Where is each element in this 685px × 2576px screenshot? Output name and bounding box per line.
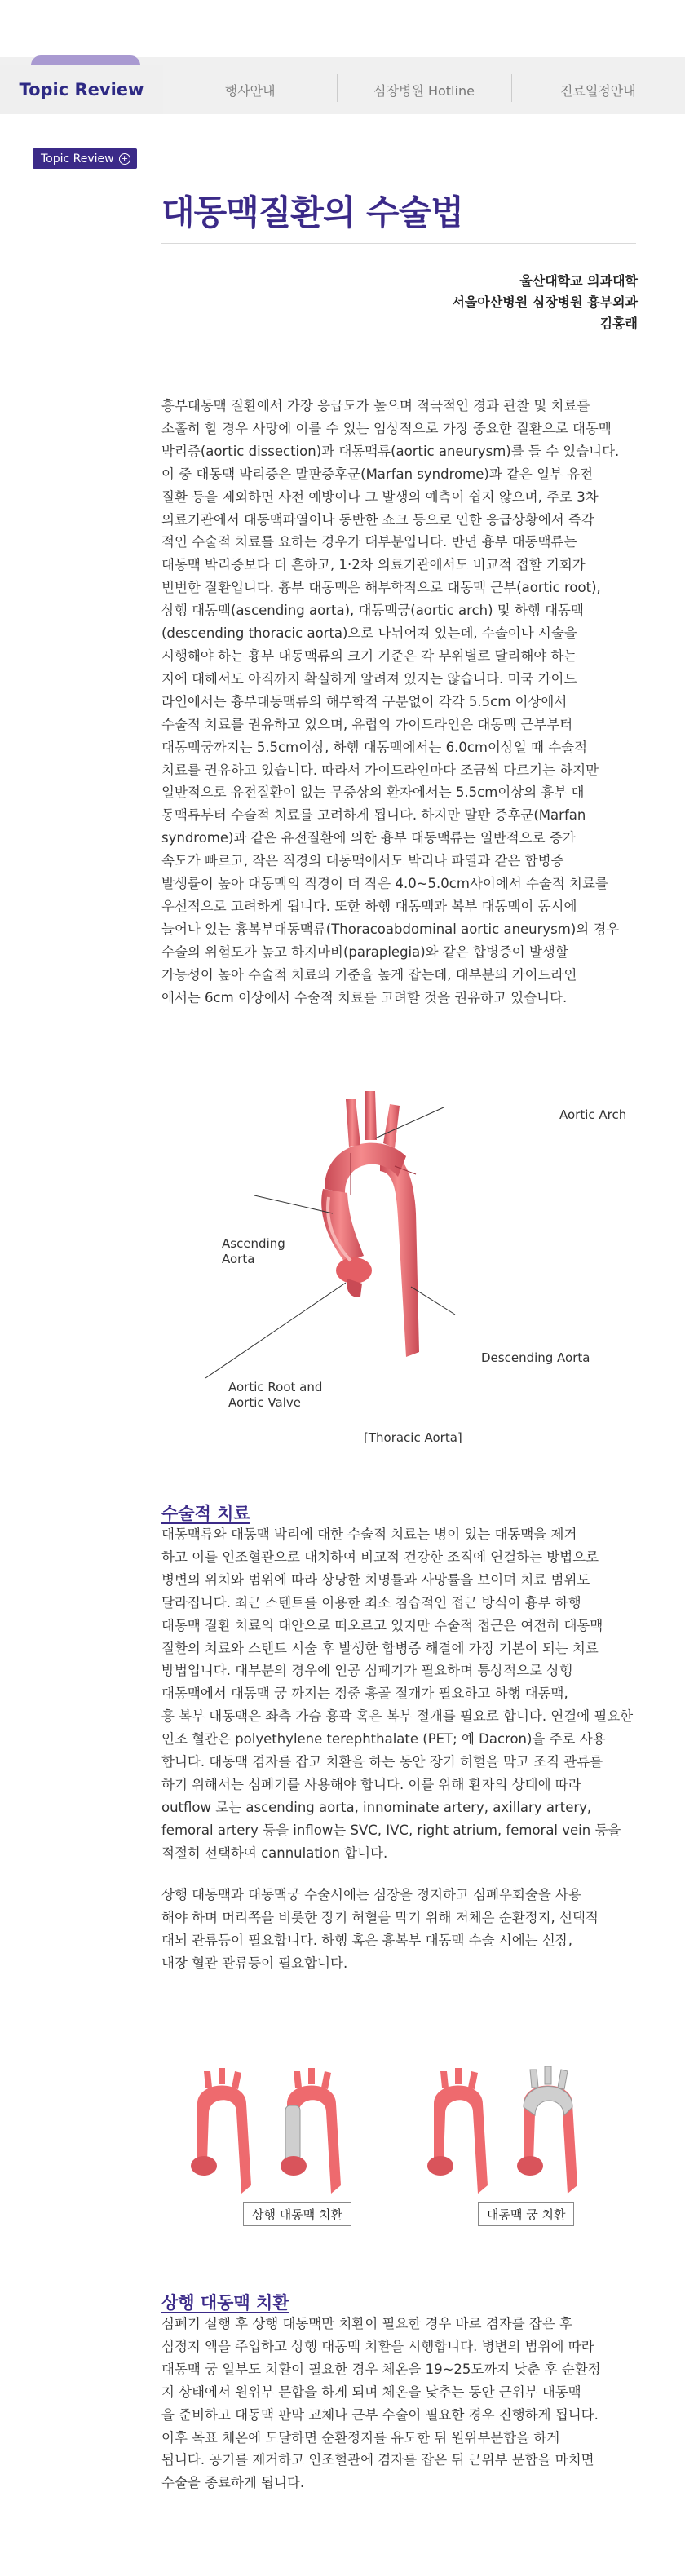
text-line: 에서는 6cm 이상에서 수술적 치료를 고려할 것을 권유하고 있습니다. (161, 989, 568, 1005)
text-line: 됩니다. 공기를 제거하고 인조혈관에 겸자를 잡은 뒤 근위부 문합을 마치면 (161, 2452, 594, 2468)
article-title: 대동맥질환의 수술법 (161, 192, 463, 232)
text-line: 시행해야 하는 흉부 대동맥류의 크기 기준은 각 부위별로 달리해야 하는 (161, 647, 577, 664)
text-line: 대뇌 관류등이 필요합니다. 하행 혹은 흉복부 대동맥 수술 시에는 신장, (161, 1932, 572, 1948)
text-line: 방법입니다. 대부분의 경우에 인공 심폐기가 필요하며 통상적으로 상행 (161, 1663, 573, 1679)
label-aortic-arch: Aortic Arch (559, 1107, 627, 1122)
text-line: 병변의 위치와 범위에 따라 상당한 치명률과 사망률을 보이며 치료 범위도 (161, 1571, 590, 1588)
text-line: syndrome)과 같은 유전질환에 의한 흉부 대동맥류는 일반적으로 증가 (161, 830, 576, 846)
text-line: 상행 대동맥과 대동맥궁 수술시에는 심장을 정지하고 심폐우회술을 사용 (161, 1887, 581, 1902)
text-line: 수술적 치료를 권유하고 있으며, 유럽의 가이드라인은 대동맥 근부부터 (161, 716, 573, 732)
intro-paragraph (161, 395, 639, 1009)
tab-topic-review[interactable] (0, 65, 163, 114)
thoracic-aorta-figure (161, 1075, 639, 1450)
author-block (452, 271, 638, 334)
surgery-paragraph-1 (161, 1523, 639, 1865)
text-line: 수술을 종료하게 됩니다. (161, 2475, 305, 2491)
label-arch-replacement: 대동맥 궁 치환 (478, 2202, 574, 2226)
text-line: 대동맥 박리증보다 더 흔하고, 1·2차 의료기관에서도 비교적 접할 기회가 (161, 557, 586, 573)
text-line: 흉부대동맥 질환에서 가장 응급도가 높으며 적극적인 경과 관찰 및 치료를 (161, 398, 590, 413)
plus-circle-icon: + (119, 153, 130, 165)
text-line: 심폐기 실행 후 상행 대동맥만 치환이 필요한 경우 바로 겸자를 잡은 후 (161, 2316, 572, 2331)
text-line: 속도가 빠르고, 작은 직경의 대동맥에서도 박리나 파열과 같은 합병증 (161, 853, 564, 869)
text-line: 우선적으로 고려하게 됩니다. 또한 하행 대동맥과 복부 대동맥이 동시에 (161, 898, 577, 914)
text-line: 대동맥에서 대동맥 궁 까지는 정중 흉골 절개가 필요하고 하행 대동맥, (161, 1686, 568, 1702)
label-descending-aorta: Descending Aorta (481, 1350, 590, 1365)
text-line: outflow 로는 ascending aorta, innominate artery, axillary artery, (161, 1799, 592, 1815)
author-department: 서울아산병원 심장병원 흉부외과 (452, 294, 638, 310)
label-ascending-line1: Ascending (222, 1236, 285, 1251)
text-line: 심정지 액을 주입하고 상행 대동맥 치환을 시행합니다. 병변의 범위에 따라 (161, 2338, 594, 2354)
text-line: 소홀히 할 경우 사망에 이를 수 있는 임상적으로 가장 중요한 질환으로 대동맥 (161, 420, 612, 436)
title-divider (161, 243, 636, 244)
text-line: 이 중 대동맥 박리증은 말판증후군(Marfan syndrome)과 같은 일부 유전 (161, 466, 594, 482)
replacement-figure (161, 2063, 639, 2242)
text-line: 수술의 위험도가 높고 하지마비(paraplegia)와 같은 합병증이 발생할 (161, 943, 568, 960)
text-line: 상행 대동맥(ascending aorta), 대동맥궁(aortic arch) 및 하행 대동맥 (161, 603, 584, 619)
text-line: 질환의 치료와 스텐트 시술 후 발생한 합병증 해결에 가장 기본이 되는 치료 (161, 1640, 599, 1656)
text-line: 지에 대해서도 아직까지 확실하게 알려져 있지는 않습니다. 미국 가이드 (161, 670, 577, 687)
author-affiliation: 울산대학교 의과대학 (519, 273, 638, 289)
label-ascending-replacement: 상행 대동맥 치환 (243, 2202, 351, 2226)
text-line: 적절히 선택하여 cannulation 합니다. (161, 1845, 388, 1861)
text-line: 발생률이 높아 대동맥의 직경이 더 작은 4.0~5.0cm사이에서 수술적 치료를 (161, 876, 608, 892)
text-line: 질환 등을 제외하면 사전 예방이나 그 발생의 예측이 쉽지 않으며, 주로 3차 (161, 488, 599, 505)
label-aortic-root (228, 1380, 322, 1411)
ascending-paragraph (161, 2313, 639, 2494)
label-root-line1: Aortic Root and (228, 1380, 323, 1394)
section-title-surgery: 수술적 치료 (161, 1504, 250, 1523)
badge-label: Topic Review (41, 152, 114, 166)
topic-review-badge[interactable] (33, 148, 137, 169)
nav-item-hotline[interactable]: 심장병원 Hotline (337, 81, 510, 99)
text-line: 하고 이를 인조혈관으로 대치하여 비교적 건강한 조직에 연결하는 방법으로 (161, 1549, 599, 1565)
nav-item-schedule[interactable]: 진료일정안내 (511, 81, 685, 99)
text-line: 박리증(aortic dissection)과 대동맥류(aortic aneurysm)를 들 수 있습니다. (161, 443, 620, 459)
text-line: 의료기관에서 대동맥파열이나 동반한 쇼크 등으로 인한 응급상황에서 즉각 (161, 511, 594, 528)
active-tab-indicator (31, 55, 140, 65)
text-line: 치료를 권유하고 있습니다. 따라서 가이드라인마다 조금씩 다르기는 하지만 (161, 762, 599, 778)
text-line: (descending thoracic aorta)으로 나뉘어져 있는데, 수술이나 시술을 (161, 625, 577, 642)
label-root-line2: Aortic Valve (228, 1395, 301, 1410)
label-ascending-line2: Aorta (222, 1252, 255, 1266)
surgery-paragraph-2 (161, 1884, 639, 1975)
text-line: 합니다. 대동맥 겸자를 잡고 치환을 하는 동안 장기 허혈을 막고 조직 관류를 (161, 1754, 603, 1770)
text-line: 지 상태에서 원위부 문합을 하게 되며 체온을 낮추는 동안 근위부 대동맥 (161, 2384, 581, 2400)
label-ascending-aorta (222, 1236, 285, 1267)
text-line: 라인에서는 흉부대동맥류의 해부학적 구분없이 각각 5.5cm 이상에서 (161, 693, 568, 709)
text-line: 대동맥류와 대동맥 박리에 대한 수술적 치료는 병이 있는 대동맥을 제거 (161, 1527, 577, 1542)
text-line: 이후 목표 체온에 도달하면 순환정지를 유도한 뒤 원위부문합을 하게 (161, 2429, 560, 2446)
author-name: 김홍래 (599, 316, 638, 331)
section-title-ascending: 상행 대동맥 치환 (161, 2293, 289, 2313)
text-line: 하기 위해서는 심폐기를 사용해야 합니다. 이를 위해 환자의 상태에 따라 (161, 1776, 581, 1792)
text-line: 달라집니다. 최근 스텐트를 이용한 최소 침습적인 접근 방식이 흉부 하행 (161, 1594, 581, 1611)
nav-item-events[interactable]: 행사안내 (163, 81, 337, 99)
text-line: 내장 혈관 관류등이 필요합니다. (161, 1955, 348, 1971)
tab-topic-review-label: Topic Review (19, 80, 144, 99)
text-line: 동맥류부터 수술적 치료를 고려하게 됩니다. 하지만 말판 증후군(Marfan (161, 807, 586, 824)
text-line: 일반적으로 유전질환이 없는 무증상의 환자에서는 5.5cm이상의 흉부 대 (161, 784, 585, 801)
text-line: 적인 수술적 치료를 요하는 경우가 대부분입니다. 반면 흉부 대동맥류는 (161, 534, 577, 550)
text-line: 인조 혈관은 polyethylene terephthalate (PET; 예 Dacron)을 주로 사용 (161, 1731, 606, 1748)
text-line: 빈번한 질환입니다. 흉부 대동맥은 해부학적으로 대동맥 근부(aortic root), (161, 580, 601, 596)
text-line: femoral artery 등을 inflow는 SVC, IVC, right atrium, femoral vein 등을 (161, 1822, 621, 1838)
nav-menu (163, 65, 685, 114)
text-line: 대동맥궁까지는 5.5cm이상, 하행 대동맥에서는 6.0cm이상일 때 수술적 (161, 739, 588, 755)
text-line: 을 준비하고 대동맥 판막 교체나 근부 수술이 필요한 경우 진행하게 됩니다. (161, 2406, 599, 2423)
text-line: 늘어나 있는 흉복부대동맥류(Thoracoabdominal aortic aneurysm)의 경우 (161, 921, 620, 937)
text-line: 해야 하며 머리쪽을 비롯한 장기 허혈을 막기 위해 저체온 순환정지, 선택적 (161, 1909, 599, 1925)
text-line: 가능성이 높아 수술적 치료의 기준을 높게 잡는데, 대부분의 가이드라인 (161, 966, 577, 983)
text-line: 흉 복부 대동맥은 좌측 가슴 흉곽 혹은 복부 절개를 필요로 합니다. 연결에 필요한 (161, 1708, 634, 1725)
text-line: 대동맥 질환 치료의 대안으로 떠오르고 있지만 수술적 접근은 여전히 대동맥 (161, 1617, 603, 1633)
figure1-caption: [Thoracic Aorta] (364, 1430, 462, 1445)
text-line: 대동맥 궁 일부도 치환이 필요한 경우 체온을 19~25도까지 낮춘 후 순환정 (161, 2361, 601, 2377)
